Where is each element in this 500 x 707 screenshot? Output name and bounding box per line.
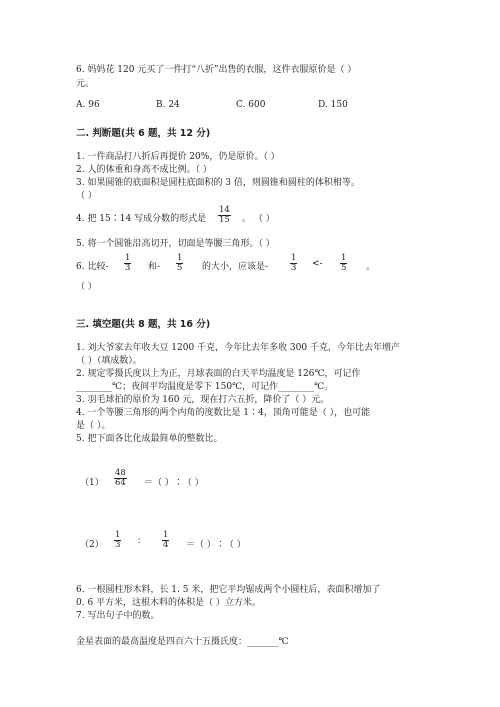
tf-question-6-answer: （ ） — [76, 282, 97, 292]
tf-question-1: 1. 一件商品打八折后再提价 20%，仍是原价。（ ） — [76, 152, 280, 162]
tf-question-6-part4: <- — [312, 259, 323, 269]
fill-question-1-line1: 1. 刘大爷家去年收大豆 1200 千克，今年比去年多收 300 千克，今年比去年增产 — [76, 343, 400, 353]
fill-question-2-line1: 2. 规定零摄氏度以上为正，月球表面的白天平均温度是 126℃，可记作 — [76, 369, 361, 379]
fraction-1-4: $\frac{1}{4}$ — [163, 530, 169, 551]
fraction-1-5-a: $\frac{1}{5}$ — [177, 253, 183, 274]
ratio-1-answer: ＝（ ）∶（ ） — [144, 478, 204, 488]
fraction-1-3-a: $\frac{1}{3}$ — [125, 253, 131, 274]
fill-question-3: 3. 羽毛球拍的原价为 160 元，现在打六五折，降价了（ ）元。 — [76, 395, 330, 405]
fill-question-6-line2: 0. 6 平方米，这根木料的体积是（ ）立方米。 — [76, 598, 261, 608]
mc-question-6-line1: 6. 妈妈花 120 元买了一件打“八折”出售的衣服，这件衣服原价是（ ） — [76, 65, 357, 75]
tf-question-2: 2. 人的体重和身高不成比例。（ ） — [76, 165, 212, 175]
fraction-1-3-b: $\frac{1}{3}$ — [291, 253, 297, 274]
tf-question-4-tail: 。 （ ） — [242, 214, 275, 224]
fraction-1-3-c: $\frac{1}{3}$ — [115, 530, 121, 551]
option-c: C. 600 — [236, 100, 266, 110]
tf-question-6-part5: 。 — [366, 262, 376, 272]
tf-question-5: 5. 将一个圆锥沿高切开，切面是等腰三角形。（ ） — [76, 239, 275, 249]
tf-question-6-part2: 和- — [148, 262, 161, 272]
section-title-fill-in: 三. 填空题(共 8 题，共 16 分) — [76, 319, 211, 330]
option-d: D. 150 — [318, 100, 348, 110]
ratio-2-answer: ＝（ ）∶（ ） — [186, 540, 246, 550]
fill-question-5: 5. 把下面各比化成最简单的整数比。 — [76, 434, 223, 444]
section-title-true-false: 二. 判断题(共 6 题，共 12 分) — [76, 128, 211, 139]
fill-question-7: 7. 写出句子中的数。 — [76, 611, 160, 621]
tf-question-3-answer: （ ） — [76, 191, 97, 201]
fraction-48-64: $\frac{48}{64}$ — [115, 468, 126, 489]
tf-question-3: 3. 如果圆锥的底面积是圆柱底面积的 3 倍，则圆锥和圆柱的体积相等。 — [76, 178, 360, 188]
option-b: B. 24 — [156, 100, 180, 110]
fill-question-6-line1: 6. 一根圆柱形木料，长 1. 5 米，把它平均锯成两个小圆柱后，表面积增加了 — [76, 585, 381, 595]
tf-question-6-part3: 的大小，应该是- — [202, 262, 269, 272]
fill-question-2-line2: ________℃；夜间平均温度是零下 150℃，可记作________℃。 — [76, 382, 334, 392]
fraction-14-15: $\frac{14}{15}$ — [219, 205, 230, 226]
ratio-2-separator: ∶ — [138, 537, 141, 547]
fraction-1-5-b: $\frac{1}{5}$ — [341, 253, 347, 274]
fill-question-4-line2: 是（ ）。 — [76, 421, 111, 431]
tf-question-6-part1: 6. 比较- — [76, 262, 109, 272]
venus-temperature-sentence: 金星表面的最高温度是四百六十五摄氏度：_______℃ — [76, 637, 289, 647]
option-a: A. 96 — [76, 100, 100, 110]
tf-question-4: 4. 把 15∶14 写成分数的形式是 — [76, 214, 207, 224]
fill-question-4-line1: 4. 一个等腰三角形的两个内角的度数比是 1∶4，顶角可能是（ ），也可能 — [76, 408, 371, 418]
ratio-1-label: （1） — [80, 478, 104, 488]
mc-question-6-line2: 元。 — [76, 79, 95, 89]
ratio-2-label: （2） — [80, 540, 104, 550]
fill-question-1-line2: （ ）（填成数）。 — [76, 356, 142, 366]
